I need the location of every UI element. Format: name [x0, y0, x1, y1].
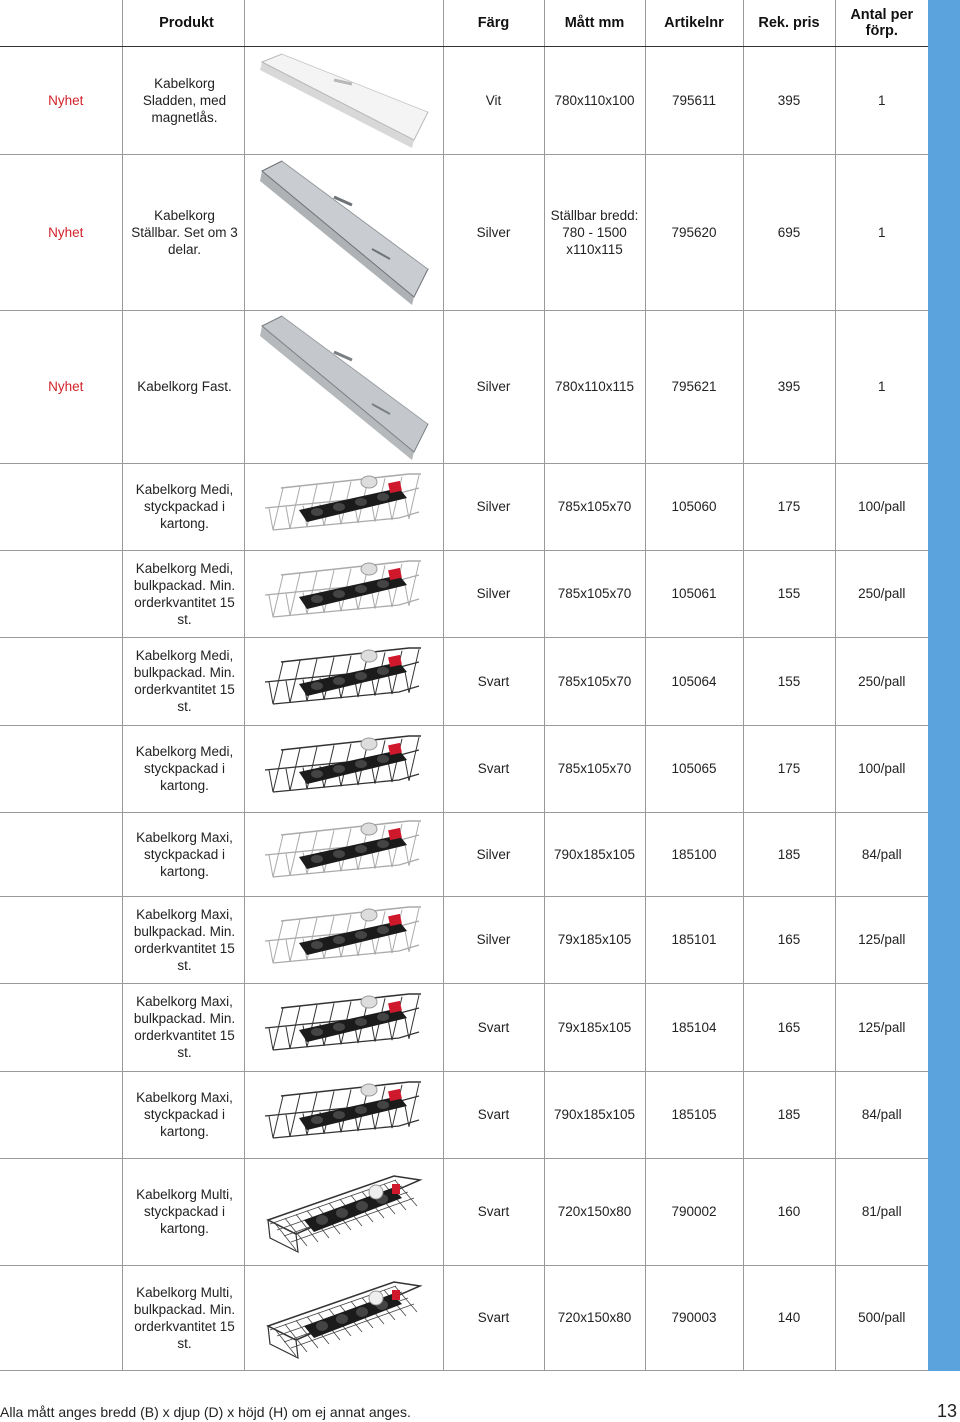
product-size: 720x150x80: [544, 1265, 645, 1370]
product-size: 785x105x70: [544, 637, 645, 725]
new-badge: [0, 1265, 122, 1370]
recommended-price: 185: [743, 1071, 835, 1158]
article-number: 185104: [645, 983, 743, 1071]
product-image: [244, 310, 443, 463]
pack-quantity: 250/pall: [835, 637, 928, 725]
product-color: Silver: [443, 310, 544, 463]
header-image: [244, 0, 443, 46]
product-color: Svart: [443, 1265, 544, 1370]
table-row: [0, 463, 928, 550]
product-color: Silver: [443, 463, 544, 550]
footer-note: Alla mått anges bredd (B) x djup (D) x höjd (H) om ej annat anges.: [0, 1404, 411, 1420]
recommended-price: 395: [743, 46, 835, 154]
product-color: Silver: [443, 812, 544, 896]
new-badge: Nyhet: [0, 46, 122, 154]
article-number: 790003: [645, 1265, 743, 1370]
product-name: Kabelkorg Multi, styckpackad i kartong.: [122, 1158, 244, 1265]
recommended-price: 185: [743, 812, 835, 896]
product-size: 720x150x80: [544, 1158, 645, 1265]
product-color: Svart: [443, 725, 544, 812]
table-row: [0, 637, 928, 725]
article-number: 795620: [645, 154, 743, 310]
pack-quantity: 100/pall: [835, 463, 928, 550]
recommended-price: 695: [743, 154, 835, 310]
product-image: [244, 637, 443, 725]
table-row: [0, 812, 928, 896]
product-color: Silver: [443, 550, 544, 637]
header-matt: Mått mm: [544, 0, 645, 46]
pack-quantity: 1: [835, 46, 928, 154]
recommended-price: 175: [743, 725, 835, 812]
article-number: 105061: [645, 550, 743, 637]
new-badge: Nyhet: [0, 154, 122, 310]
header-badge: [0, 0, 122, 46]
pack-quantity: 1: [835, 310, 928, 463]
new-badge: [0, 1158, 122, 1265]
table-row: [0, 896, 928, 983]
product-color: Silver: [443, 154, 544, 310]
pack-quantity: 500/pall: [835, 1265, 928, 1370]
article-number: 105064: [645, 637, 743, 725]
product-image: [244, 983, 443, 1071]
pack-quantity: 125/pall: [835, 983, 928, 1071]
product-color: Svart: [443, 983, 544, 1071]
product-name: Kabelkorg Maxi, styckpackad i kartong.: [122, 812, 244, 896]
side-accent-strip: [928, 0, 960, 1371]
product-name: Kabelkorg Medi, styckpackad i kartong.: [122, 463, 244, 550]
article-number: 105060: [645, 463, 743, 550]
article-number: 790002: [645, 1158, 743, 1265]
new-badge: [0, 1071, 122, 1158]
table-row: [0, 1158, 928, 1265]
header-artikelnr: Artikelnr: [645, 0, 743, 46]
product-color: Svart: [443, 1158, 544, 1265]
product-name: Kabelkorg Maxi, styckpackad i kartong.: [122, 1071, 244, 1158]
new-badge: [0, 637, 122, 725]
product-size: 79x185x105: [544, 983, 645, 1071]
new-badge: [0, 896, 122, 983]
product-size: Ställbar bredd: 780 - 1500 x110x115: [544, 154, 645, 310]
recommended-price: 140: [743, 1265, 835, 1370]
product-color: Svart: [443, 1071, 544, 1158]
product-name: Kabelkorg Medi, bulkpackad. Min. orderkvantitet 15 st.: [122, 550, 244, 637]
table-row: [0, 310, 928, 463]
product-name: Kabelkorg Sladden, med magnetlås.: [122, 46, 244, 154]
recommended-price: 155: [743, 550, 835, 637]
product-image: [244, 812, 443, 896]
product-image: [244, 550, 443, 637]
article-number: 795621: [645, 310, 743, 463]
pack-quantity: 84/pall: [835, 1071, 928, 1158]
article-number: 795611: [645, 46, 743, 154]
product-color: Svart: [443, 637, 544, 725]
header-antal: Antal per förp.: [835, 0, 928, 46]
product-size: 785x105x70: [544, 463, 645, 550]
table-row: [0, 983, 928, 1071]
product-name: Kabelkorg Medi, bulkpackad. Min. orderkvantitet 15 st.: [122, 637, 244, 725]
product-size: 785x105x70: [544, 550, 645, 637]
table-row: [0, 1265, 928, 1370]
recommended-price: 160: [743, 1158, 835, 1265]
pack-quantity: 250/pall: [835, 550, 928, 637]
header-farg: Färg: [443, 0, 544, 46]
table-row: [0, 550, 928, 637]
product-image: [244, 896, 443, 983]
product-image: [244, 1158, 443, 1265]
product-color: Vit: [443, 46, 544, 154]
table-header-row: [0, 0, 928, 46]
new-badge: [0, 463, 122, 550]
product-name: Kabelkorg Medi, styckpackad i kartong.: [122, 725, 244, 812]
header-rek-pris: Rek. pris: [743, 0, 835, 46]
new-badge: Nyhet: [0, 310, 122, 463]
new-badge: [0, 725, 122, 812]
pack-quantity: 1: [835, 154, 928, 310]
article-number: 185100: [645, 812, 743, 896]
product-size: 780x110x100: [544, 46, 645, 154]
product-size: 790x185x105: [544, 812, 645, 896]
product-color: Silver: [443, 896, 544, 983]
pack-quantity: 81/pall: [835, 1158, 928, 1265]
header-produkt: Produkt: [122, 0, 244, 46]
pack-quantity: 84/pall: [835, 812, 928, 896]
recommended-price: 165: [743, 896, 835, 983]
product-size: 79x185x105: [544, 896, 645, 983]
article-number: 185101: [645, 896, 743, 983]
product-image: [244, 1265, 443, 1370]
new-badge: [0, 812, 122, 896]
product-size: 780x110x115: [544, 310, 645, 463]
recommended-price: 155: [743, 637, 835, 725]
table-row: [0, 1071, 928, 1158]
table-row: [0, 154, 928, 310]
product-name: Kabelkorg Multi, bulkpackad. Min. orderkvantitet 15 st.: [122, 1265, 244, 1370]
article-number: 105065: [645, 725, 743, 812]
article-number: 185105: [645, 1071, 743, 1158]
product-image: [244, 463, 443, 550]
recommended-price: 165: [743, 983, 835, 1071]
table-row: [0, 46, 928, 154]
product-name: Kabelkorg Fast.: [122, 310, 244, 463]
new-badge: [0, 550, 122, 637]
recommended-price: 395: [743, 310, 835, 463]
new-badge: [0, 983, 122, 1071]
pack-quantity: 100/pall: [835, 725, 928, 812]
product-name: Kabelkorg Maxi, bulkpackad. Min. orderkvantitet 15 st.: [122, 983, 244, 1071]
product-size: 785x105x70: [544, 725, 645, 812]
product-image: [244, 1071, 443, 1158]
product-image: [244, 46, 443, 154]
product-name: Kabelkorg Maxi, bulkpackad. Min. orderkvantitet 15 st.: [122, 896, 244, 983]
product-image: [244, 725, 443, 812]
page-number: 13: [937, 1401, 958, 1421]
pack-quantity: 125/pall: [835, 896, 928, 983]
recommended-price: 175: [743, 463, 835, 550]
table-row: [0, 725, 928, 812]
product-name: Kabelkorg Ställbar. Set om 3 delar.: [122, 154, 244, 310]
product-image: [244, 154, 443, 310]
product-size: 790x185x105: [544, 1071, 645, 1158]
